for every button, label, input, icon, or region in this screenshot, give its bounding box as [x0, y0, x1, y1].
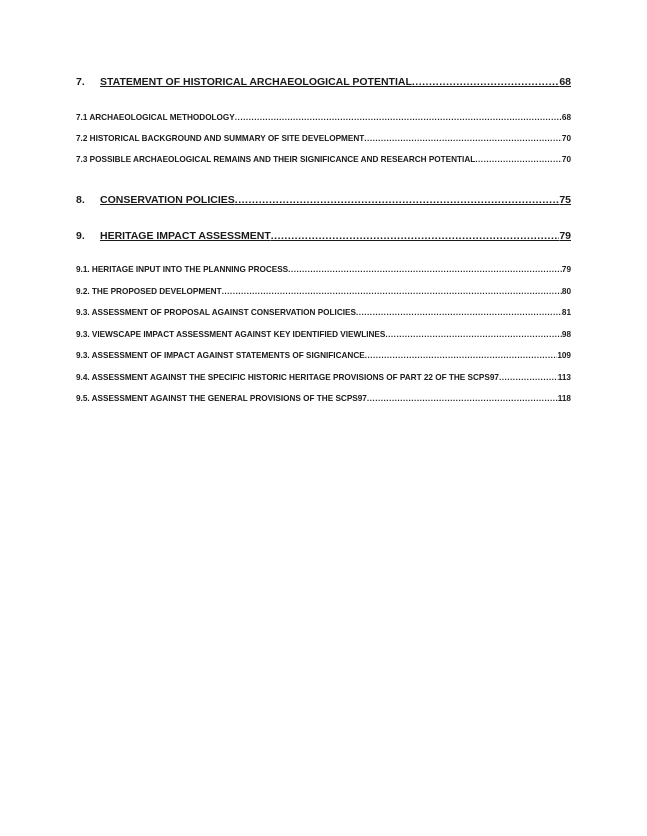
page-number: 118	[557, 394, 571, 403]
entry-title: 9.5. ASSESSMENT AGAINST THE GENERAL PROVISIONS OF THE SCPS97	[76, 394, 367, 403]
leader-dots	[475, 155, 562, 164]
toc-entry-7-3[interactable]	[76, 155, 571, 164]
page-number: 98	[561, 330, 571, 339]
page-number: 79	[559, 230, 571, 242]
page-number: 80	[561, 287, 571, 296]
leader-dots	[235, 113, 562, 122]
leader-dots	[288, 265, 562, 274]
page-number: 68	[561, 113, 571, 122]
page-number: 109	[557, 351, 571, 360]
leader-dots	[367, 394, 558, 403]
entry-title: 9.3. ASSESSMENT OF PROPOSAL AGAINST CONSERVATION POLICIES	[76, 308, 356, 317]
leader-dots	[222, 287, 562, 296]
toc-entry-9-3-policies[interactable]	[76, 308, 571, 317]
page-number: 113	[557, 373, 571, 382]
toc-entry-9-3-viewscape[interactable]	[76, 330, 571, 339]
toc-section-9[interactable]	[76, 230, 571, 242]
leader-dots	[364, 134, 562, 143]
toc-entry-7-2[interactable]	[76, 134, 571, 143]
entry-title: 9.4. ASSESSMENT AGAINST THE SPECIFIC HISTORIC HERITAGE PROVISIONS OF PART 22 OF THE SCPS97	[76, 373, 499, 382]
section-title: STATEMENT OF HISTORICAL ARCHAEOLOGICAL POTENTIAL	[100, 76, 412, 88]
entry-title: 9.3. ASSESSMENT OF IMPACT AGAINST STATEMENTS OF SIGNIFICANCE	[76, 351, 365, 360]
entry-title: 7.2 HISTORICAL BACKGROUND AND SUMMARY OF SITE DEVELOPMENT	[76, 134, 365, 143]
toc-entry-9-3-significance[interactable]	[76, 351, 571, 360]
section-number: 9.	[76, 230, 85, 242]
entry-title: 9.3. VIEWSCAPE IMPACT ASSESSMENT AGAINST KEY IDENTIFIED VIEWLINES	[76, 330, 386, 339]
entry-title: 7.1 ARCHAEOLOGICAL METHODOLOGY	[76, 113, 235, 122]
section-number: 7.	[76, 76, 85, 88]
toc-entry-9-2[interactable]	[76, 287, 571, 296]
entry-title: 7.3 POSSIBLE ARCHAEOLOGICAL REMAINS AND THEIR SIGNIFICANCE AND RESEARCH POTENTIAL	[76, 155, 476, 164]
toc-entry-9-1[interactable]	[76, 265, 571, 274]
toc-section-8[interactable]	[76, 194, 571, 206]
page-number: 79	[561, 265, 571, 274]
leader-dots	[356, 308, 562, 317]
page-number: 68	[559, 76, 571, 88]
page-number: 81	[561, 308, 571, 317]
page-number: 70	[561, 155, 571, 164]
toc-section-7[interactable]	[76, 76, 571, 88]
entry-title: 9.2. THE PROPOSED DEVELOPMENT	[76, 287, 222, 296]
leader-dots	[365, 351, 558, 360]
section-number: 8.	[76, 194, 85, 206]
page-number: 70	[561, 134, 571, 143]
toc-entry-9-5[interactable]	[76, 394, 571, 403]
section-title: HERITAGE IMPACT ASSESSMENT	[100, 230, 271, 242]
toc-entry-7-1[interactable]	[76, 113, 571, 122]
entry-title: 9.1. HERITAGE INPUT INTO THE PLANNING PROCESS	[76, 265, 289, 274]
page-number: 75	[559, 194, 571, 206]
section-title: CONSERVATION POLICIES	[100, 194, 235, 206]
leader-dots	[385, 330, 562, 339]
toc-entry-9-4[interactable]	[76, 373, 571, 382]
leader-dots	[235, 194, 560, 206]
leader-dots	[499, 373, 558, 382]
leader-dots	[412, 76, 559, 88]
leader-dots	[271, 230, 560, 242]
